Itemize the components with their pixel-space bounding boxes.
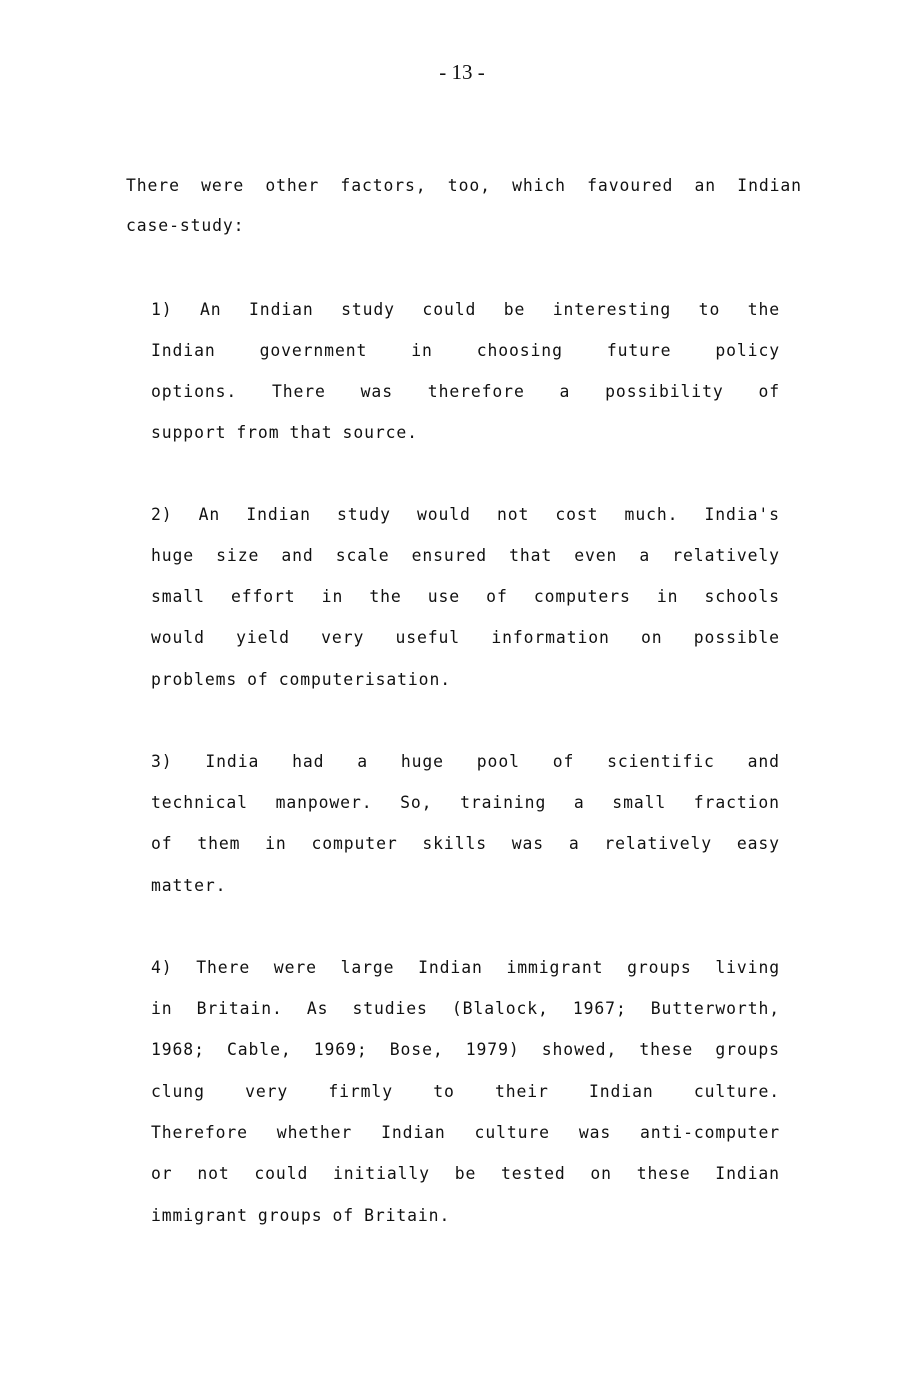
word: a: [357, 752, 369, 771]
word: 3): [151, 752, 173, 771]
word: in: [656, 587, 679, 606]
word: a: [573, 793, 585, 812]
word: Therefore: [151, 1123, 248, 1142]
word: options.: [151, 382, 238, 401]
word: choosing: [476, 341, 563, 360]
word: from: [236, 423, 280, 442]
word: in: [265, 834, 287, 853]
text-line: [151, 793, 780, 817]
word: useful: [395, 628, 461, 647]
word: future: [606, 341, 672, 360]
word: immigrant: [151, 1206, 248, 1225]
word: much.: [624, 505, 679, 524]
word: groups: [627, 958, 692, 977]
word: immigrant: [506, 958, 604, 977]
word: computer: [311, 834, 398, 853]
word: would: [151, 628, 205, 647]
text-line: [151, 752, 780, 776]
word: computerisation.: [278, 670, 451, 689]
word: Indian: [246, 505, 311, 524]
word: favoured: [587, 176, 674, 195]
word: a: [639, 546, 651, 565]
word: anti-computer: [640, 1123, 780, 1142]
word: factors,: [340, 176, 427, 195]
word: of: [247, 670, 269, 689]
word: cost: [555, 505, 599, 524]
word: An: [200, 300, 222, 319]
word: Cable,: [227, 1040, 292, 1059]
word: 4): [151, 958, 173, 977]
word: that: [509, 546, 553, 565]
word: the: [747, 300, 780, 319]
word: too,: [447, 176, 491, 195]
word: 1968;: [151, 1040, 205, 1059]
word: possibility: [605, 382, 724, 401]
text-line: [151, 1040, 780, 1064]
word: relatively: [672, 546, 780, 565]
word: in: [321, 587, 344, 606]
text-line: [151, 834, 780, 858]
word: Indian: [381, 1123, 446, 1142]
word: study: [337, 505, 391, 524]
word: size: [216, 546, 260, 565]
word: easy: [736, 834, 780, 853]
word: showed,: [541, 1040, 618, 1059]
text-line: [151, 1206, 780, 1230]
text-line: [151, 382, 780, 406]
text-line: [151, 300, 780, 324]
word: Indian: [418, 958, 483, 977]
word: living: [715, 958, 780, 977]
word: not: [496, 505, 530, 524]
word: other: [265, 176, 320, 195]
text-line: [151, 546, 780, 570]
word: be: [503, 300, 526, 319]
word: 1): [151, 300, 173, 319]
text-line: [151, 341, 780, 365]
word: There: [126, 176, 180, 195]
word: Indian: [151, 341, 216, 360]
word: technical: [151, 793, 248, 812]
text-line: [126, 216, 802, 240]
word: manpower.: [275, 793, 373, 812]
word: the: [369, 587, 402, 606]
word: schools: [704, 587, 780, 606]
word: relatively: [604, 834, 713, 853]
word: or: [151, 1164, 173, 1183]
text-line: [151, 1082, 780, 1106]
word: whether: [276, 1123, 353, 1142]
word: source.: [342, 423, 418, 442]
word: case-study:: [126, 216, 245, 235]
word: not: [197, 1164, 230, 1183]
text-line: [151, 958, 780, 982]
word: Indian: [249, 300, 314, 319]
word: huge: [151, 546, 195, 565]
word: initially: [333, 1164, 430, 1183]
word: in: [151, 999, 173, 1018]
word: Indian: [589, 1082, 654, 1101]
word: that: [289, 423, 333, 442]
word: these: [636, 1164, 691, 1183]
word: small: [151, 587, 205, 606]
word: huge: [400, 752, 444, 771]
word: in: [411, 341, 433, 360]
word: of: [758, 382, 780, 401]
word: studies: [352, 999, 428, 1018]
word: Bose,: [389, 1040, 444, 1059]
word: of: [332, 1206, 355, 1225]
word: scale: [335, 546, 390, 565]
word: culture.: [693, 1082, 780, 1101]
word: India: [205, 752, 260, 771]
word: was: [511, 834, 545, 853]
word: and: [281, 546, 314, 565]
word: very: [321, 628, 365, 647]
word: matter.: [151, 876, 227, 895]
word: of: [486, 587, 508, 606]
word: were: [201, 176, 245, 195]
word: was: [360, 382, 393, 401]
word: a: [568, 834, 580, 853]
word: had: [292, 752, 325, 771]
word: tested: [501, 1164, 566, 1183]
text-line: [151, 999, 780, 1023]
word: support: [151, 423, 227, 442]
word: to: [433, 1082, 455, 1101]
word: possible: [693, 628, 780, 647]
word: could: [254, 1164, 309, 1183]
word: There: [196, 958, 251, 977]
word: an: [694, 176, 717, 195]
text-line: [126, 176, 802, 200]
word: India's: [704, 505, 780, 524]
page-number: - 13 -: [439, 60, 485, 84]
word: training: [460, 793, 547, 812]
word: pool: [476, 752, 520, 771]
word: clung: [151, 1082, 205, 1101]
word: were: [273, 958, 317, 977]
word: 1969;: [313, 1040, 368, 1059]
word: Butterworth,: [650, 999, 780, 1018]
word: Britain.: [196, 999, 283, 1018]
word: 1967;: [572, 999, 627, 1018]
word: Indian: [737, 176, 802, 195]
word: fraction: [693, 793, 780, 812]
word: was: [578, 1123, 612, 1142]
word: groups: [257, 1206, 323, 1225]
word: on: [590, 1164, 612, 1183]
text-line: [151, 876, 780, 900]
word: effort: [230, 587, 296, 606]
word: firmly: [328, 1082, 393, 1101]
word: even: [574, 546, 618, 565]
word: could: [422, 300, 477, 319]
word: scientific: [607, 752, 715, 771]
word: therefore: [427, 382, 525, 401]
word: their: [494, 1082, 549, 1101]
word: of: [552, 752, 575, 771]
word: interesting: [552, 300, 672, 319]
word: study: [341, 300, 395, 319]
text-line: [151, 1123, 780, 1147]
word: 1979): [465, 1040, 520, 1059]
word: skills: [422, 834, 487, 853]
word: There: [271, 382, 326, 401]
word: computers: [533, 587, 631, 606]
word: information: [491, 628, 610, 647]
word: be: [454, 1164, 477, 1183]
word: problems: [151, 670, 238, 689]
word: 2): [151, 505, 173, 524]
word: a: [559, 382, 571, 401]
text-line: [151, 423, 780, 447]
word: As: [306, 999, 329, 1018]
text-line: [151, 628, 780, 652]
word: and: [747, 752, 780, 771]
word: would: [416, 505, 471, 524]
word: these: [639, 1040, 694, 1059]
word: them: [197, 834, 241, 853]
word: ensured: [411, 546, 488, 565]
word: culture: [474, 1123, 550, 1142]
word: policy: [715, 341, 780, 360]
word: Indian: [715, 1164, 780, 1183]
word: yield: [236, 628, 290, 647]
word: (Blalock,: [451, 999, 549, 1018]
text-line: [151, 1164, 780, 1188]
text-line: [151, 587, 780, 611]
word: of: [151, 834, 173, 853]
word: very: [245, 1082, 289, 1101]
word: Britain.: [364, 1206, 451, 1225]
word: An: [198, 505, 221, 524]
word: which: [512, 176, 566, 195]
text-line: [151, 505, 780, 529]
word: use: [427, 587, 461, 606]
text-line: [151, 670, 780, 694]
word: on: [641, 628, 663, 647]
word: small: [612, 793, 667, 812]
word: large: [340, 958, 395, 977]
word: to: [698, 300, 721, 319]
word: So,: [400, 793, 433, 812]
word: groups: [715, 1040, 780, 1059]
word: government: [259, 341, 368, 360]
